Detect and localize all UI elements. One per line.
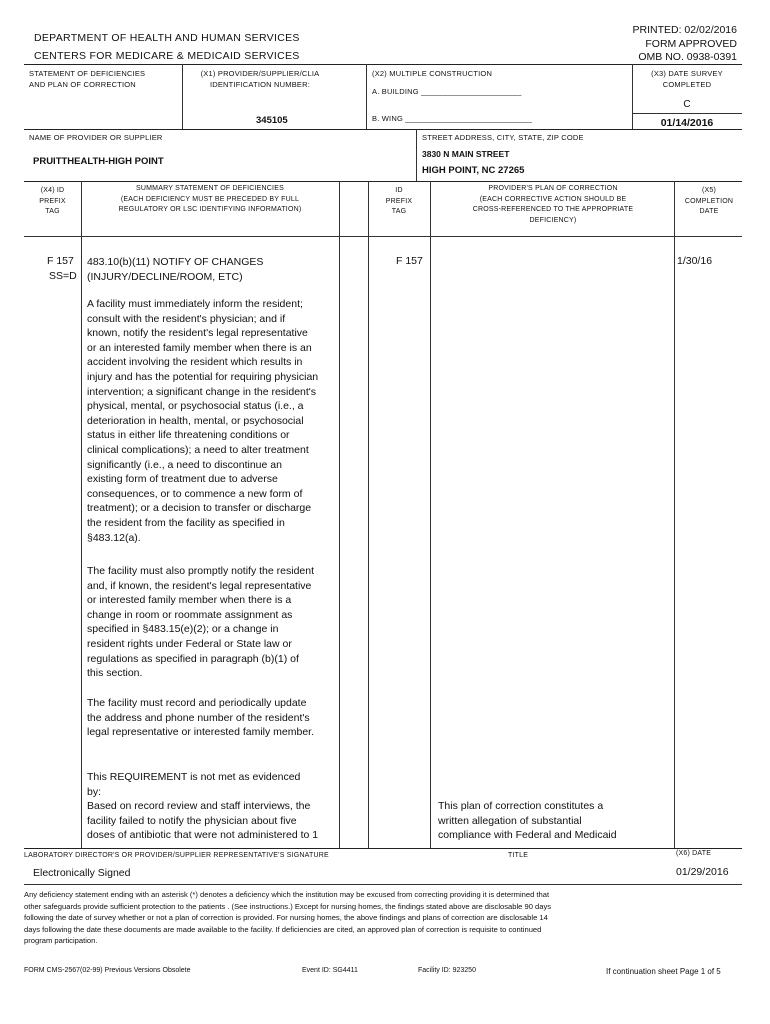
- deficiency-title: 483.10(b)(11) NOTIFY OF CHANGES (INJURY/DECLINE/ROOM, ETC): [87, 256, 264, 283]
- address-label: STREET ADDRESS, CITY, STATE, ZIP CODE: [422, 133, 584, 142]
- building-field: A. BUILDING _______________________: [372, 87, 522, 96]
- plan-of-correction-text: This plan of correction constitutes a written allegation of substantial compliance with Federal and Medicaid: [438, 800, 617, 842]
- signature-value: Electronically Signed: [33, 867, 131, 879]
- regulation-text-1: A facility must immediately inform the resident; consult with the resident's physician; and if known, notify the resident's legal representative or an interested family member when there is an accident involving the resident which results in injury and has the potential for requiring physician intervention; a significant change in the resident's physical, mental, or psychosocial status (i.e., a deterioration in health, mental, or psychosocial status in either life threatening conditions or clinical complications); a need to alter treatment significantly (i.e., a need to discontinue an existing form of treatment due to adverse consequences, or to commence a new form of treatment); or a decision to transfer or discharge the resident from the facility as specified in §483.12(a).: [87, 298, 319, 544]
- completion-date: 1/30/16: [677, 255, 713, 267]
- printed-date: PRINTED: 02/02/2016: [632, 24, 737, 36]
- form-number: FORM CMS-2567(02-99) Previous Versions Obsolete: [24, 967, 191, 974]
- form-approved: FORM APPROVED: [645, 38, 737, 50]
- disclaimer-text: Any deficiency statement ending with an asterisk (*) denotes a deficiency which the institution may be excused from correcting providing it is determined that other safeguards provide sufficient protection to the patients . (See instructions.) Except for nursing homes, the findings stated above are disclosable 90 days following the date of survey whether or not a plan of correction is provided. For nursing homes, the above findings and plans of correction are disclosable 14 days following the date these documents are made available to the facility. If deficiencies are cited, an approved plan of correction is requisite to continued program participation.: [24, 890, 552, 946]
- agency-name: CENTERS FOR MEDICARE & MEDICAID SERVICES: [34, 50, 300, 62]
- deficiency-tag: F 157: [47, 255, 74, 267]
- event-id: Event ID: SG4411: [302, 967, 358, 974]
- x5-header: (X5) COMPLETION DATE: [684, 187, 734, 215]
- provider-id-number: 345105: [256, 115, 288, 126]
- wing-field: B. WING _____________________________: [372, 114, 533, 123]
- city-state-zip: HIGH POINT, NC 27265: [422, 165, 525, 176]
- id-prefix-tag: F 157: [396, 255, 423, 267]
- x2-label: (X2) MULTIPLE CONSTRUCTION: [372, 69, 493, 78]
- page-indicator: If continuation sheet Page 1 of 5: [606, 967, 721, 976]
- findings-text: This REQUIREMENT is not met as evidenced by: Based on record review and staff interviews, the facility failed to notify the physician about five doses of antibiotic that were not administered to 1: [87, 771, 319, 842]
- summary-header: SUMMARY STATEMENT OF DEFICIENCIES (EACH DEFICIENCY MUST BE PRECEDED BY FULL REGULATORY OR LSC IDENTIFYING INFORMATION): [118, 185, 302, 213]
- statement-label: STATEMENT OF DEFICIENCIES AND PLAN OF CORRECTION: [29, 69, 146, 89]
- x3-label: (X3) DATE SURVEY COMPLETED: [651, 69, 723, 89]
- signature-date: 01/29/2016: [676, 866, 729, 878]
- department-name: DEPARTMENT OF HEALTH AND HUMAN SERVICES: [34, 32, 300, 44]
- street-address: 3830 N MAIN STREET: [422, 149, 510, 159]
- provider-name-label: NAME OF PROVIDER OR SUPPLIER: [29, 133, 163, 142]
- provider-name: PRUITTHEALTH-HIGH POINT: [33, 156, 164, 167]
- x1-label: (X1) PROVIDER/SUPPLIER/CLIA IDENTIFICATION NUMBER:: [200, 69, 320, 89]
- signature-label: LABORATORY DIRECTOR'S OR PROVIDER/SUPPLIER REPRESENTATIVE'S SIGNATURE: [24, 852, 329, 859]
- plan-header: PROVIDER'S PLAN OF CORRECTION (EACH CORRECTIVE ACTION SHOULD BE CROSS-REFERENCED TO THE APPROPRIATE DEFICIENCY): [472, 185, 634, 224]
- regulation-text-3: The facility must record and periodically update the address and phone number of the resident's legal representative or interested family member.: [87, 697, 315, 739]
- survey-code: C: [683, 99, 691, 110]
- x4-header: (X4) ID PREFIX TAG: [39, 187, 66, 215]
- title-label: TITLE: [508, 852, 529, 859]
- id-prefix-header: ID PREFIX TAG: [385, 187, 413, 215]
- facility-id: Facility ID: 923250: [418, 967, 476, 974]
- survey-completed-date: 01/14/2016: [660, 117, 714, 129]
- omb-number: OMB NO. 0938-0391: [638, 51, 737, 63]
- date-label: (X6) DATE: [676, 850, 712, 857]
- scope-severity: SS=D: [49, 270, 77, 282]
- regulation-text-2: The facility must also promptly notify the resident and, if known, the resident's legal representative or interested family member when there is a change in room or roommate assignment as specified in §483.15(e)(2); or a change in resident rights under Federal or State law or regulations as specified in paragraph (b)(1) of this section.: [87, 565, 315, 680]
